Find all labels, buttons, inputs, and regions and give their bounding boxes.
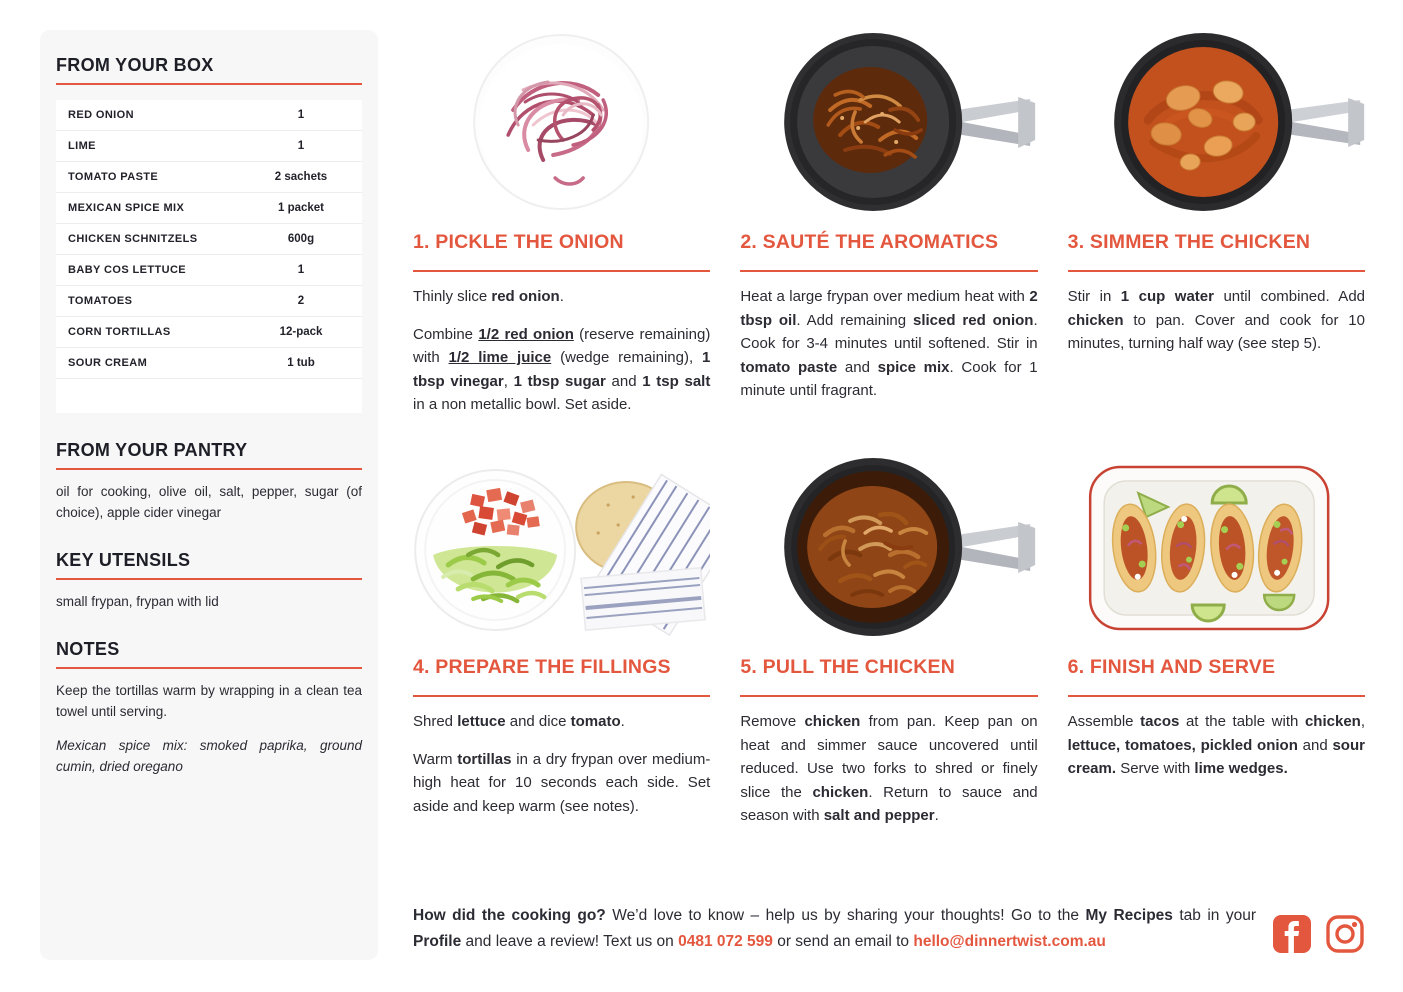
ingredient-name: LIME — [68, 140, 96, 152]
table-row — [56, 286, 362, 317]
ingredient-qty: 1 — [297, 264, 305, 276]
step-1-title: 1. PICKLE THE ONION — [413, 231, 624, 254]
accent-divider — [1068, 695, 1365, 697]
ingredient-name: TOMATO PASTE — [68, 171, 159, 183]
step-1-photo — [413, 30, 710, 215]
step-6-paragraph-1: Assemble tacos at the table with chicken, lettuce, tomatoes, pickled onion and sour cream. Serve with lime wedges. — [1067, 713, 1366, 778]
ingredient-name: BABY COS LETTUCE — [68, 264, 187, 276]
phone-link[interactable]: 0481 072 599 — [678, 932, 773, 950]
step-1-paragraph-1: Thinly slice red onion. — [413, 288, 564, 306]
notes-spice-mix-text: Mexican spice mix: smoked paprika, ground cumin, dried oregano — [56, 738, 362, 774]
ingredient-name: CORN TORTILLAS — [68, 326, 171, 338]
notes-title: NOTES — [56, 639, 120, 659]
accent-divider — [740, 695, 1037, 697]
accent-divider — [56, 83, 362, 85]
table-row — [56, 162, 362, 193]
step-6-photo — [1068, 455, 1365, 640]
step-6 — [1068, 455, 1365, 842]
step-1-paragraph-2: Combine 1/2 red onion (reserve remaining) with 1/2 lime juice (wedge remaining), 1 tbsp vinegar, 1 tbsp sugar and 1 tsp salt in a non metallic bowl. Set aside. — [413, 325, 711, 414]
email-link[interactable]: hello@dinnertwist.com.au — [913, 932, 1106, 950]
step-2-paragraph-1: Heat a large frypan over medium heat with 2 tbsp oil. Add remaining sliced red onion. Cook for 3-4 minutes until softened. Stir in tomato paste and spice mix. Cook for 1 minute until fragrant. — [740, 288, 1038, 400]
step-4-title: 4. PREPARE THE FILLINGS — [413, 656, 671, 679]
step-5-photo — [740, 455, 1037, 640]
ingredient-name: TOMATOES — [68, 295, 133, 307]
table-row — [56, 348, 362, 379]
instagram-icon[interactable] — [1325, 914, 1365, 954]
step-3-title: 3. SIMMER THE CHICKEN — [1067, 231, 1311, 254]
step-4-photo — [413, 455, 710, 640]
step-4-paragraph-1: Shred lettuce and dice tomato. — [413, 713, 625, 731]
footer-message: How did the cooking go? We’d love to know – help us by sharing your thoughts! Go to the My Recipes tab in your Profile and leave a review! Text us on 0481 072 599 or send an email to hello@dinnertwist.com.au — [413, 907, 1256, 950]
pantry-text: oil for cooking, olive oil, salt, pepper, sugar (of choice), apple cider vinegar — [56, 484, 362, 520]
steps-row-2 — [413, 455, 1365, 842]
pulled-chicken-photo — [740, 455, 1037, 640]
ingredient-qty: 12-pack — [279, 326, 323, 338]
step-2 — [740, 30, 1037, 431]
step-3 — [1068, 30, 1365, 431]
footer — [413, 903, 1365, 954]
table-row — [56, 100, 362, 131]
social-links — [1272, 903, 1365, 954]
table-row — [56, 131, 362, 162]
step-4 — [413, 455, 710, 842]
step-5 — [740, 455, 1037, 842]
ingredient-qty: 2 sachets — [274, 171, 328, 183]
accent-divider — [1068, 270, 1365, 272]
step-5-paragraph-1: Remove chicken from pan. Keep pan on heat and simmer sauce uncovered until reduced. Use two forks to shred or finely slice the chicken. Return to sauce and season with salt and pepper. — [740, 713, 1038, 825]
facebook-icon[interactable] — [1272, 914, 1312, 954]
ingredient-name: SOUR CREAM — [68, 357, 148, 369]
step-6-title: 6. FINISH AND SERVE — [1067, 656, 1276, 679]
saute-pan-photo — [740, 30, 1037, 215]
step-2-title: 2. SAUTÉ THE AROMATICS — [740, 231, 999, 254]
ingredient-qty: 1 packet — [277, 202, 325, 214]
accent-divider — [740, 270, 1037, 272]
accent-divider — [56, 667, 362, 669]
ingredients-sidebar — [40, 30, 378, 960]
ingredient-qty: 1 tub — [287, 357, 315, 369]
table-row — [56, 224, 362, 255]
accent-divider — [413, 695, 710, 697]
step-4-paragraph-2: Warm tortillas in a dry frypan over medium-high heat for 10 seconds each side. Set aside and keep warm (see notes). — [413, 750, 711, 815]
ingredient-qty: 600g — [287, 233, 315, 245]
accent-divider — [56, 468, 362, 470]
step-5-title: 5. PULL THE CHICKEN — [740, 656, 956, 679]
ingredient-qty: 1 — [297, 109, 305, 121]
fillings-photo — [413, 455, 710, 640]
table-row — [56, 255, 362, 286]
step-3-photo — [1068, 30, 1365, 215]
table-row — [56, 193, 362, 224]
from-your-box-title: FROM YOUR BOX — [56, 55, 214, 75]
step-2-photo — [740, 30, 1037, 215]
notes-text: Keep the tortillas warm by wrapping in a clean tea towel until serving. — [56, 683, 362, 719]
steps-row-1 — [413, 30, 1365, 431]
from-your-pantry-title: FROM YOUR PANTRY — [56, 440, 248, 460]
ingredient-name: RED ONION — [68, 109, 134, 121]
accent-divider — [413, 270, 710, 272]
step-1 — [413, 30, 710, 431]
step-3-paragraph-1: Stir in 1 cup water until combined. Add chicken to pan. Cover and cook for 10 minutes, turning half way (see step 5). — [1067, 288, 1366, 353]
simmering-chicken-photo — [1068, 30, 1365, 215]
ingredient-name: MEXICAN SPICE MIX — [68, 202, 185, 214]
ingredient-qty: 1 — [297, 140, 305, 152]
ingredient-name: CHICKEN SCHNITZELS — [68, 233, 198, 245]
tacos-tray-photo — [1068, 455, 1365, 640]
pickled-onion-photo — [413, 30, 710, 215]
notes-section — [56, 639, 362, 777]
utensils-text: small frypan, frypan with lid — [56, 594, 219, 609]
utensils-section — [56, 550, 362, 612]
table-row — [56, 317, 362, 348]
key-utensils-title: KEY UTENSILS — [56, 550, 191, 570]
box-items-table — [56, 100, 362, 413]
pantry-section — [56, 440, 362, 523]
accent-divider — [56, 578, 362, 580]
ingredient-qty: 2 — [297, 295, 305, 307]
